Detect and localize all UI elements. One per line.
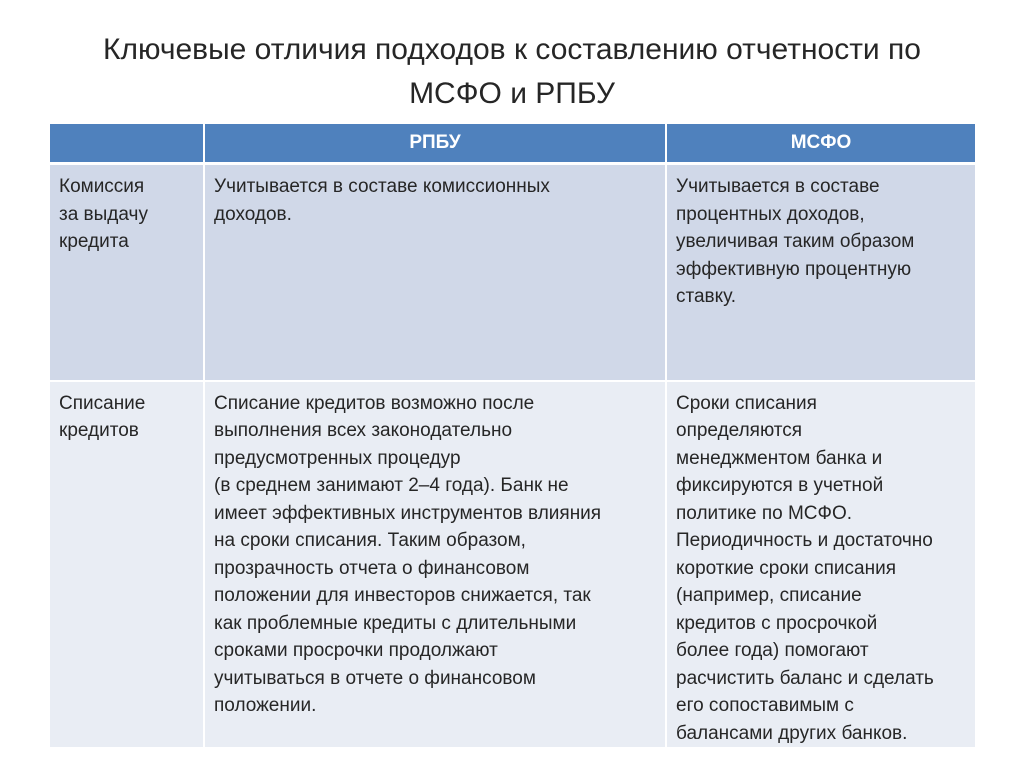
row-label-line: за выдачу (59, 203, 148, 225)
row-label-cell (50, 381, 204, 748)
msfo-text-line: Периодичность и достаточно (676, 530, 933, 551)
rpbu-text-line: положении. (214, 695, 317, 716)
msfo-text-line: эффективную процентную (676, 258, 912, 280)
rpbu-text-line: как проблемные кредиты с длительными (214, 612, 577, 634)
rpbu-text-line: прозрачность отчета о финансовом (214, 557, 530, 579)
slide-title (0, 28, 1024, 116)
rpbu-text-line: на сроки списания. Таким образом, (214, 530, 526, 551)
table-row-writeoff (50, 381, 975, 748)
msfo-text-line: Учитывается в составе (676, 176, 880, 197)
msfo-cell (666, 381, 975, 748)
msfo-text-line: балансами других банков. (676, 722, 908, 744)
rpbu-text-line: учитываться в отчете о финансовом (214, 667, 536, 689)
rpbu-text-line: Списание кредитов возможно после (214, 392, 535, 414)
rpbu-text-line: предусмотренных процедур (214, 447, 461, 469)
row-label-line: Комиссия (59, 176, 145, 197)
table-header-row (50, 124, 975, 164)
msfo-text-line: расчистить баланс и сделать (676, 667, 934, 689)
comparison-table (50, 124, 975, 747)
row-label-cell (50, 164, 204, 381)
slide-title-line: Ключевые отличия подходов к составлению отчетности по (103, 33, 921, 66)
header-cell-msfo: МСФО (666, 124, 975, 164)
rpbu-text-line: выполнения всех законодательно (214, 420, 513, 441)
msfo-text-line: короткие сроки списания (676, 557, 896, 579)
rpbu-text-line: сроками просрочки продолжают (214, 640, 498, 661)
msfo-text-line: Сроки списания (676, 392, 817, 414)
rpbu-cell (204, 164, 666, 381)
row-label-line: кредита (59, 231, 129, 252)
rpbu-cell (204, 381, 666, 748)
msfo-text-line: определяются (676, 420, 803, 441)
msfo-text-line: фиксируются в учетной (676, 475, 884, 496)
rpbu-text-line: (в среднем занимают 2–4 года). Банк не (214, 475, 569, 496)
msfo-text-line: его сопоставимым с (676, 695, 854, 716)
msfo-text-line: увеличивая таким образом (676, 231, 915, 252)
rpbu-text-line: положении для инвесторов снижается, так (214, 585, 591, 606)
table-row-commission (50, 164, 975, 381)
slide-title-line: МСФО и РПБУ (409, 77, 615, 110)
msfo-text-line: кредитов с просрочкой (676, 612, 878, 634)
row-label-line: Списание (59, 392, 146, 414)
rpbu-text-line: Учитывается в составе комиссионных (214, 176, 550, 197)
msfo-text-line: (например, списание (676, 585, 862, 606)
msfo-text-line: процентных доходов, (676, 203, 865, 225)
msfo-text-line: менеджментом банка и (676, 447, 883, 469)
msfo-text-line: более года) помогают (676, 640, 869, 661)
msfo-text-line: политике по МСФО. (676, 502, 853, 524)
msfo-cell (666, 164, 975, 381)
row-label-line: кредитов (59, 420, 139, 441)
rpbu-text-line: доходов. (214, 203, 292, 225)
header-cell-empty (50, 124, 204, 164)
header-cell-rpbu: РПБУ (204, 124, 666, 164)
rpbu-text-line: имеет эффективных инструментов влияния (214, 502, 602, 524)
msfo-text-line: ставку. (676, 286, 737, 307)
